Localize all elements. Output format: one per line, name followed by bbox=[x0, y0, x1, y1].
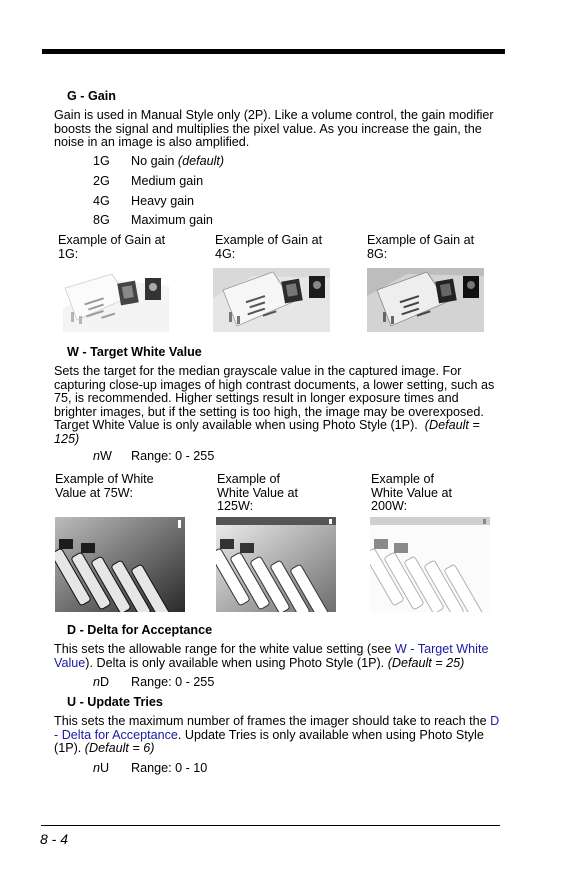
gain-paragraph: Gain is used in Manual Style only (2P). Like a volume control, the gain modifier boosts the signal and multiplies the pixel value. As you increase the gain, the noise in an image is also amplified. bbox=[54, 108, 494, 149]
range-code: U bbox=[100, 761, 110, 775]
page-number: 8 - 4 bbox=[40, 831, 69, 847]
white-example-image-125w bbox=[216, 517, 336, 612]
white-heading: W - Target White Value bbox=[67, 345, 202, 359]
white-example-image-75w bbox=[55, 517, 185, 612]
white-default-note: (Default = 125) bbox=[54, 418, 480, 446]
range-prefix: n bbox=[93, 449, 101, 463]
gain-example-image-4g bbox=[213, 268, 330, 332]
option-desc: Heavy gain bbox=[131, 194, 195, 208]
option-default-note: (default) bbox=[177, 154, 225, 168]
gain-example-image-1g bbox=[57, 268, 172, 332]
delta-paragraph: This sets the allowable range for the white value setting (see W - Target White Value). Delta is only available when using Photo Style (1P). (Default = 25) bbox=[54, 642, 489, 670]
range-text: Range: 0 - 255 bbox=[131, 675, 215, 689]
range-text: Range: 0 - 255 bbox=[131, 449, 215, 463]
delta-default-note: (Default = 25) bbox=[387, 655, 465, 670]
delta-acceptance-link[interactable]: D - Delta for Acceptance bbox=[54, 714, 500, 742]
option-desc: Maximum gain bbox=[131, 213, 213, 227]
tries-default-note: (Default = 6) bbox=[84, 741, 155, 755]
range-prefix: n bbox=[93, 675, 101, 689]
option-code: 1G bbox=[93, 154, 110, 168]
footer-rule bbox=[41, 825, 500, 826]
white-example-caption-125w: Example of White Value at 125W: bbox=[217, 472, 298, 513]
gain-example-caption-1g: Example of Gain at 1G: bbox=[58, 233, 166, 261]
option-desc: No gain bbox=[131, 154, 175, 168]
range-code: W bbox=[100, 449, 112, 463]
white-value-link[interactable]: W - Target White Value bbox=[54, 642, 489, 670]
option-code: 4G bbox=[93, 194, 110, 208]
tries-paragraph: This sets the maximum number of frames the imager should take to reach the D - Delta for Acceptance. Update Tries is only available when using Photo Style (1P). (Default = 6) bbox=[54, 714, 500, 755]
header-rule bbox=[42, 49, 505, 54]
delta-heading: D - Delta for Acceptance bbox=[67, 623, 213, 637]
option-code: 8G bbox=[93, 213, 110, 227]
white-example-caption-200w: Example of White Value at 200W: bbox=[371, 472, 452, 513]
white-example-caption-75w: Example of White Value at 75W: bbox=[55, 472, 154, 500]
range-prefix: n bbox=[93, 761, 101, 775]
range-code: D bbox=[100, 675, 110, 689]
range-text: Range: 0 - 10 bbox=[131, 761, 208, 775]
gain-example-caption-8g: Example of Gain at 8G: bbox=[367, 233, 475, 261]
gain-example-caption-4g: Example of Gain at 4G: bbox=[215, 233, 323, 261]
tries-heading: U - Update Tries bbox=[67, 695, 163, 709]
white-example-image-200w bbox=[370, 517, 490, 612]
option-code: 2G bbox=[93, 174, 110, 188]
option-desc: Medium gain bbox=[131, 174, 204, 188]
white-paragraph: Sets the target for the median grayscale value in the captured image. For capturing close-up images of high contrast documents, a lower setting, such as 75, is recommended. Higher settings result in longer exposure times and brighter images, but if the setting is too high, the image may be overexposed. Target White Value is only available when using Photo Style (1P). (Default = 125) bbox=[54, 364, 495, 446]
gain-heading: G - Gain bbox=[67, 89, 116, 103]
gain-example-image-8g bbox=[367, 268, 484, 332]
